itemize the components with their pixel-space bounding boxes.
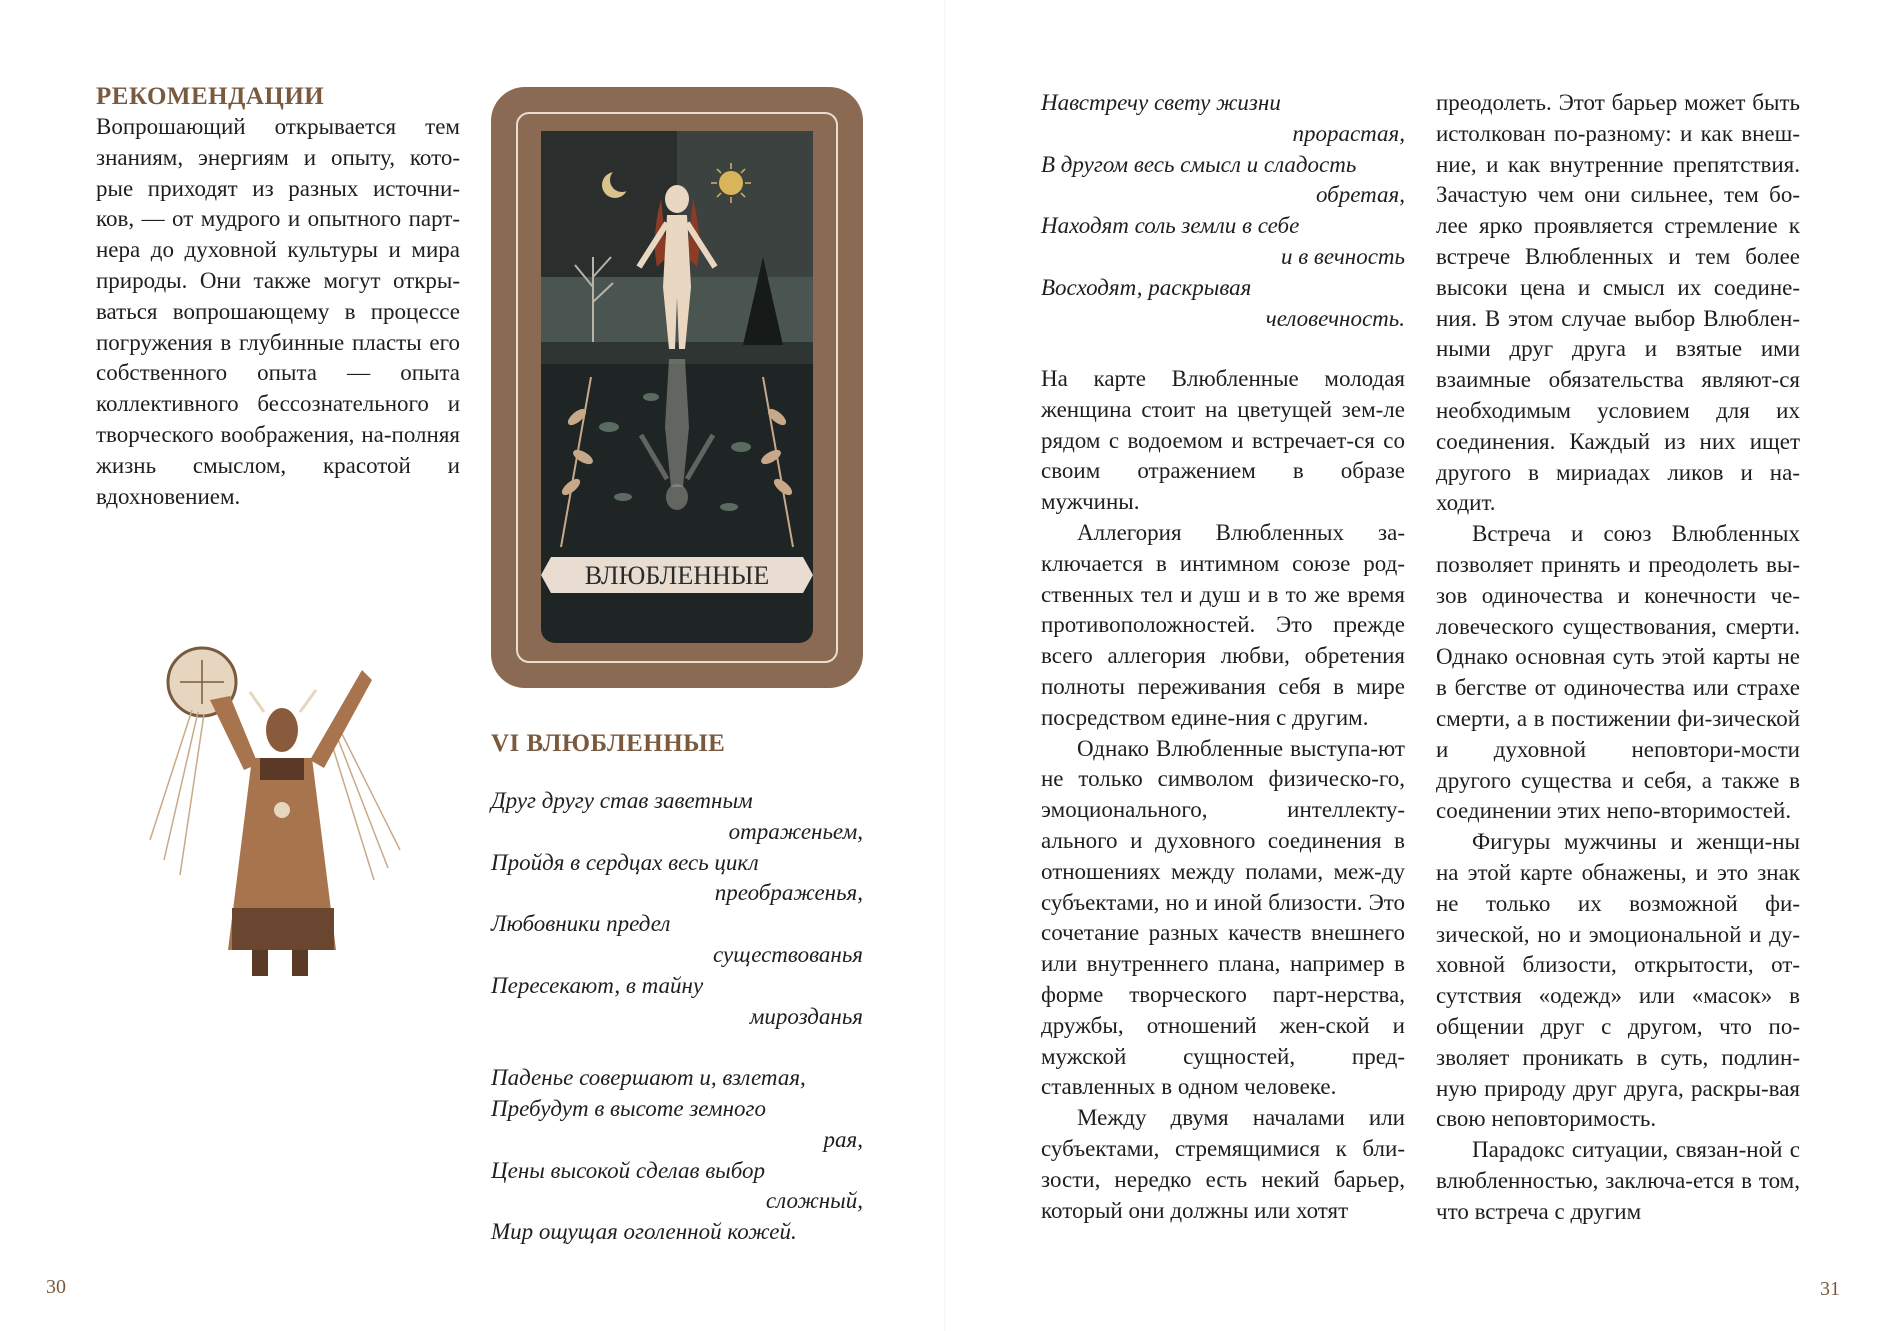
poem-line: Пройдя в сердцах весь цикл	[491, 849, 759, 875]
shaman-figure-illustration	[140, 640, 430, 990]
poem-line: и в вечность	[1280, 243, 1405, 269]
stanza-break	[491, 1032, 863, 1063]
poem-line: рая,	[823, 1126, 863, 1152]
poem-line: отраженьем,	[728, 818, 863, 844]
poem-right	[1041, 88, 1405, 334]
paragraph: Встреча и союз Влюбленных позволяет принять и преодолеть вы-зов одиночества и конечности че-ловеческого существования, смерти. Однако основная суть этой карты не в бегстве от одиночества или страхе смерти, а в постижении фи-зической и духовной неповтори-мости другого существа и себя, а также в соединении этих непо-вторимостей.	[1436, 521, 1800, 824]
poem-line: Пересекают, в тайну	[491, 972, 704, 998]
column-1-text	[1041, 364, 1405, 1226]
recommendations-text	[96, 112, 460, 512]
tarot-card-illustration	[491, 87, 863, 688]
poem-line: Восходят, раскрывая	[1041, 274, 1252, 300]
paragraph: Аллегория Влюбленных за-ключается в интимном союзе род-ственных тел и душ и в то же время противоположностей. Это прежде всего аллегория любви, обретения полноты переживания себя в мире посредством едине-ния с другим.	[1041, 519, 1405, 730]
paragraph: Однако Влюбленные выступа-ют не только символом физическо-го, эмоционального, интеллекту-ального и духовного соединения в отношениях между полами, меж-ду субъектами, но и иной близости. Это сочетание разных качеств внешнего или внутреннего плана, например в форме творческого парт-нерства, дружбы, отношений жен-ской и мужской сущностей, пред-ставленных в одном человеке.	[1041, 735, 1405, 1100]
page-number-right: 31	[1820, 1278, 1840, 1300]
poem-line: В другом весь смысл и сладость	[1041, 151, 1357, 177]
card-banner-label: ВЛЮБЛЕННЫЕ	[584, 561, 770, 590]
poem-line: обретая,	[1315, 182, 1405, 208]
poem-line: Находят соль земли в себе	[1041, 213, 1300, 239]
paragraph: Парадокс ситуации, связан-ной с влюбленностью, заключа-ется в том, что встреча с другим	[1436, 1137, 1800, 1224]
poem-left	[491, 786, 863, 1248]
poem-line: Мир ощущая оголенной кожей.	[491, 1219, 797, 1245]
poem-line: Паденье совершают и, взлетая,	[491, 1065, 806, 1091]
poem-line: сложный,	[765, 1188, 863, 1214]
section-heading: VI ВЛЮБЛЕННЫЕ	[491, 730, 726, 757]
column-2-text	[1436, 88, 1800, 1227]
poem-line: Любовники предел	[491, 911, 671, 937]
poem-line: Цены высокой сделав выбор	[491, 1157, 766, 1183]
poem-line: Навстречу свету жизни	[1041, 90, 1281, 115]
poem-line: мирозданья	[749, 1003, 863, 1029]
recommendations-paragraph: Вопрошающий открывается тем знаниям, энергиям и опыту, кото-рые приходят из разных источни-ков, — от мудрого и опытного парт-нера до духовной культуры и мира природы. Они также могут откры-ваться вопрошающему в процессе погружения в глубинные пласты его собственного опыта — опыта коллективного бессознательного и творческого воображения, на-полняя жизнь смыслом, красотой и вдохновением.	[96, 114, 460, 509]
poem-line: существованья	[713, 941, 863, 967]
paragraph: преодолеть. Этот барьер может быть истолкован по-разному: и как внеш-ние, и как внутренние препятствия. Зачастую чем они сильнее, тем бо-лее ярко проявляется стремление к встрече Влюбленных и тем более высоки цена и смысл их соедине-ния. В этом случае выбор Влюблен-ными друг друга и взятые ими взаимные обязательства являют-ся необходимым условием для их соединения. Каждый из них ищет другого в мириадах ликов и на-ходит.	[1436, 90, 1800, 516]
poem-line: Пребудут в высоте земного	[491, 1095, 766, 1121]
poem-line: Друг другу став заветным	[491, 788, 753, 813]
paragraph: Между двумя началами или субъектами, стремящимися к бли-зости, нередко есть некий барьер, который они должны или хотят	[1041, 1105, 1405, 1223]
poem-line: прорастая,	[1292, 120, 1405, 146]
paragraph: Фигуры мужчины и женщи-ны на этой карте обнажены, и это знак не только их возможной фи-зической, но и эмоциональной и ду-ховной близости, открытости, от-сутствия «одежд» или «масок» в общении друг с другом, что по-зволяет проникать в суть, подлин-ную природу друг друга, раскры-вая свою неповторимость.	[1436, 829, 1800, 1132]
paragraph: На карте Влюбленные молодая женщина стоит на цветущей зем-ле рядом с водоемом и встречает-ся со своим отражением в образе мужчины.	[1041, 366, 1405, 515]
poem-line: человечность.	[1265, 305, 1405, 331]
recommendations-heading: РЕКОМЕНДАЦИИ	[96, 83, 325, 110]
poem-line: преображенья,	[714, 880, 863, 906]
page-number-left: 30	[46, 1276, 66, 1298]
sun-icon	[711, 163, 751, 203]
right-page	[945, 0, 1890, 1331]
